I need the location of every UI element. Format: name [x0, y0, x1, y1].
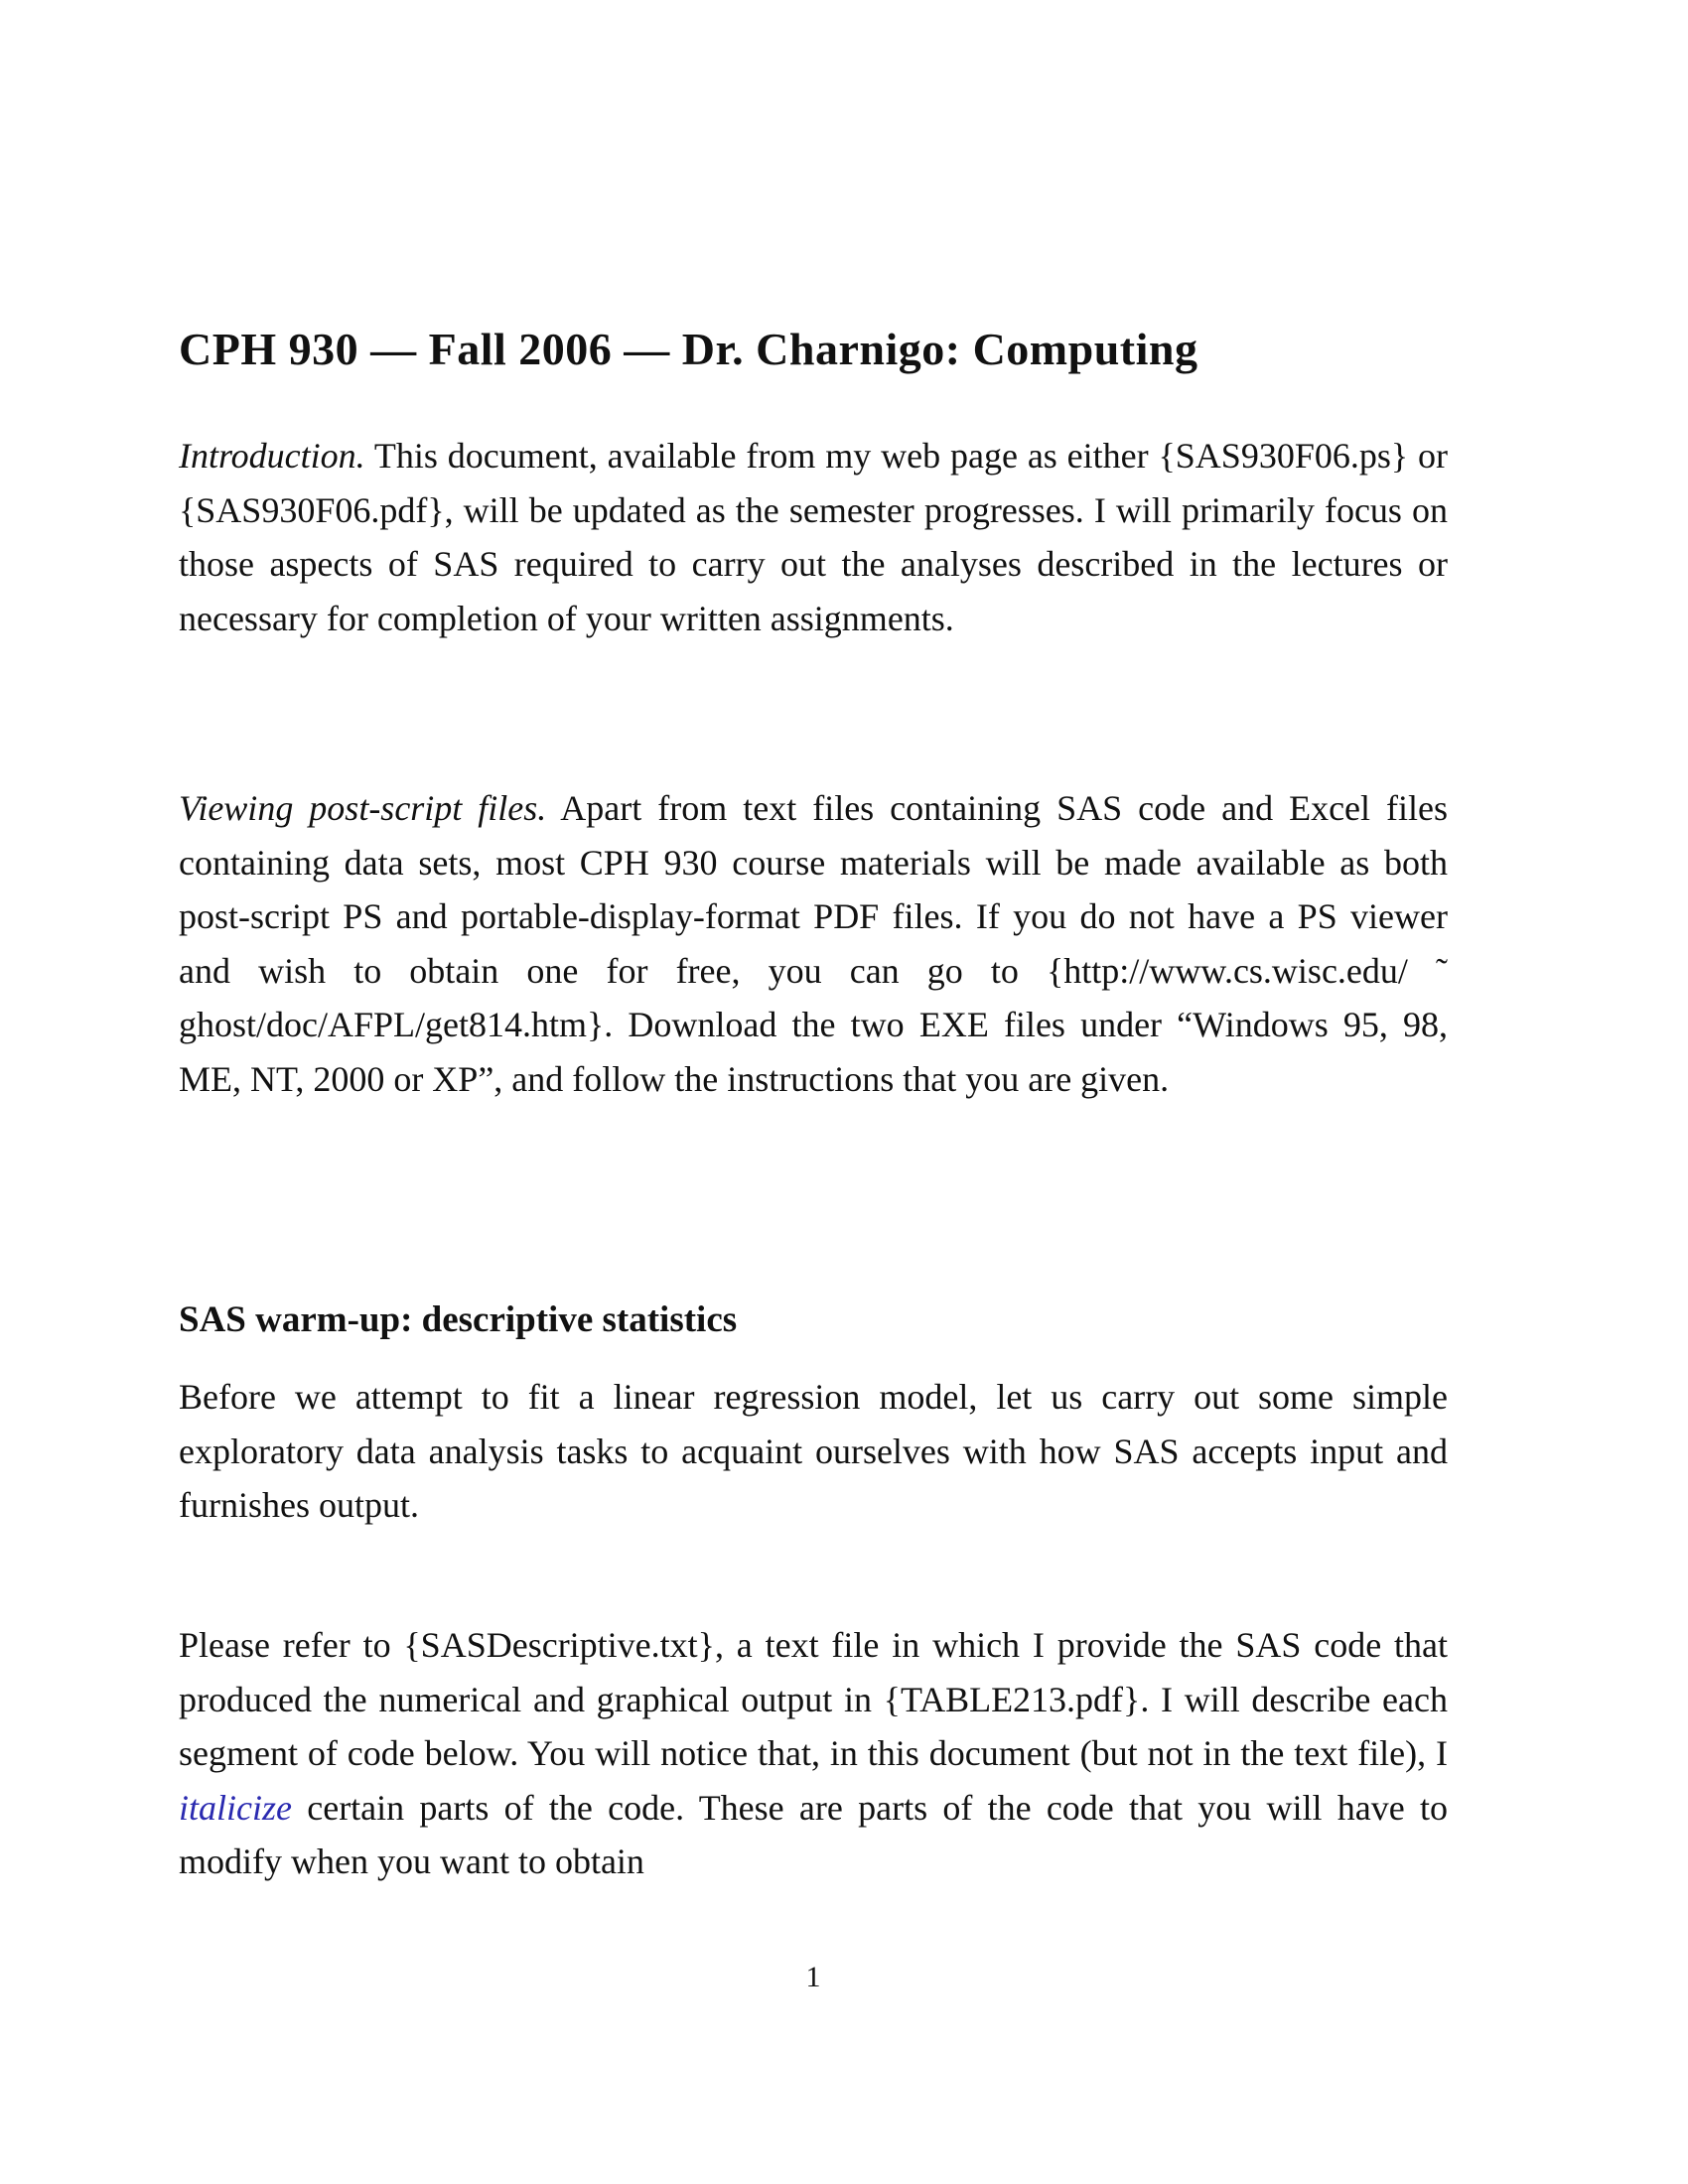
intro-paragraph: [179, 429, 1448, 645]
intro-lead: Introduction.: [179, 436, 365, 476]
document-title: CPH 930 — Fall 2006 — Dr. Charnigo: Computing: [179, 324, 1198, 374]
section-heading: SAS warm-up: descriptive statistics: [179, 1299, 738, 1340]
refer-text-before: Please refer to {SASDescriptive.txt}, a text file in which I provide the SAS code that produced the numerical and graphical output in {TABLE213.pdf}. I will describe each segment of code below. You will notice that, in this document (but not in the text file), I: [179, 1625, 1448, 1773]
page-number: 1: [805, 1961, 821, 1993]
refer-paragraph: [179, 1618, 1448, 1889]
viewing-text: Apart from text files containing SAS code and Excel files containing data sets, most CPH 930 course materials will be made available as both post-script PS and portable-display-format PDF files. If you do not have a PS viewer and wish to obtain one for free, you can go to {http://www.cs.wisc.edu/ ˜ ghost/doc/AFPL/get814.htm}. Download the two EXE files under “Windows 95, 98, ME, NT, 2000 or XP”, and follow the instructions that you are given.: [179, 788, 1448, 1099]
viewing-paragraph: [179, 781, 1448, 1106]
intro-text: This document, available from my web page as either {SAS930F06.ps} or {SAS930F06.pdf}, will be updated as the semester progresses. I will primarily focus on those aspects of SAS required to carry out the analyses described in the lectures or necessary for completion of your written assignments.: [179, 436, 1448, 638]
italicize-highlight: italicize: [179, 1787, 292, 1828]
warmup-paragraph: Before we attempt to fit a linear regression model, let us carry out some simple exploratory data analysis tasks to acquaint ourselves with how SAS accepts input and furnishes output.: [179, 1377, 1448, 1525]
refer-text-after: certain parts of the code. These are parts of the code that you will have to modify when you want to obtain: [179, 1787, 1448, 1881]
viewing-lead: Viewing post-script files.: [179, 788, 547, 828]
